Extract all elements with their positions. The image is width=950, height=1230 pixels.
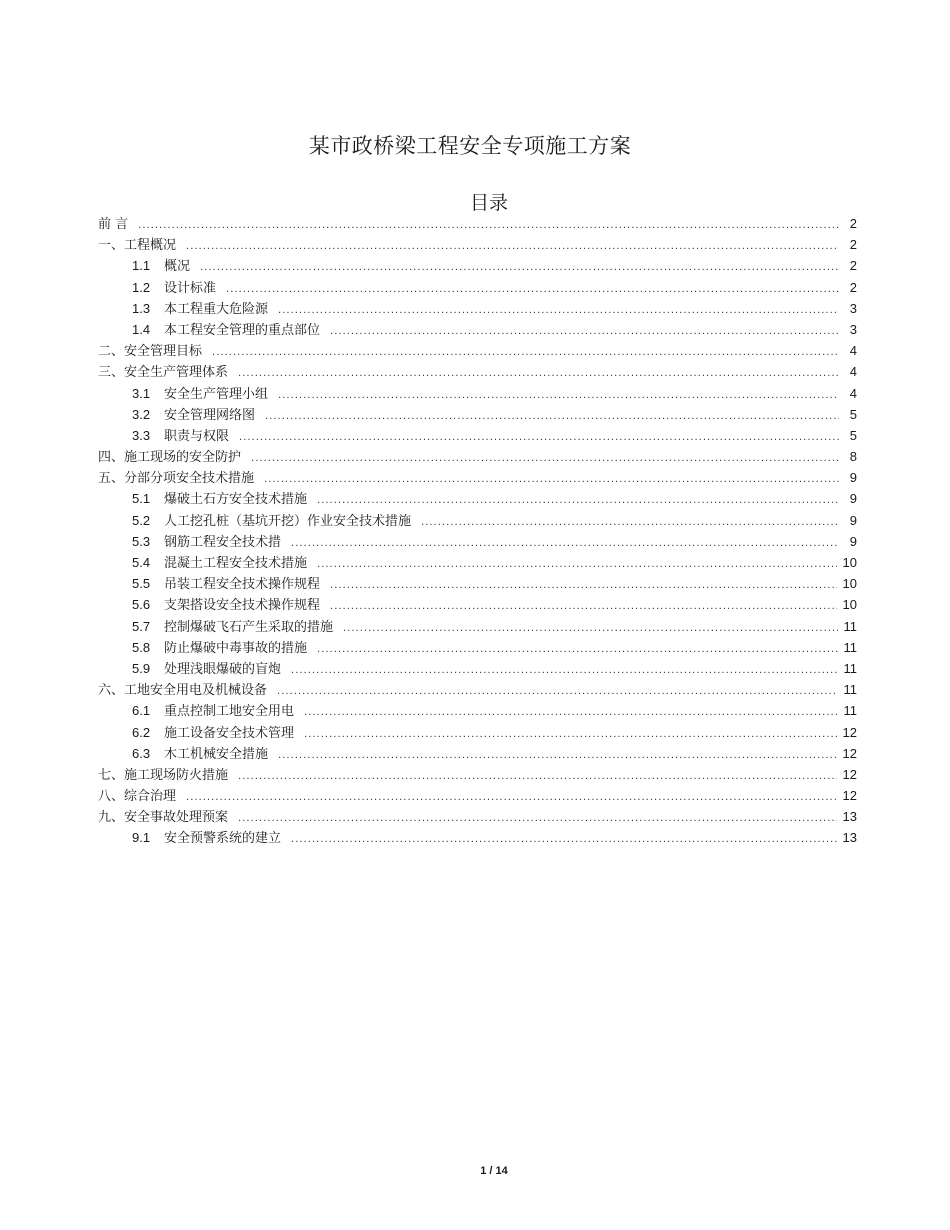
toc-entry[interactable] xyxy=(98,552,857,573)
toc-entry-label: 六、工地安全用电及机械设备 xyxy=(98,683,268,699)
toc-entry[interactable] xyxy=(98,785,857,806)
toc-entry-label: 支架搭设安全技术操作规程 xyxy=(164,598,321,614)
toc-entry-page-number: 3 xyxy=(849,321,857,337)
toc-entry-page-number: 11 xyxy=(843,660,857,676)
toc-entry-page-number: 10 xyxy=(842,597,857,613)
toc-entry-label: 本工程安全管理的重点部位 xyxy=(164,322,321,338)
toc-entry[interactable] xyxy=(98,679,857,700)
toc-entry[interactable] xyxy=(98,213,857,234)
toc-entry-number: 6.2 xyxy=(132,724,151,740)
toc-entry-page-number: 12 xyxy=(842,745,857,761)
toc-dot-leader xyxy=(265,411,839,422)
toc-entry-page-number: 8 xyxy=(849,449,857,465)
toc-entry[interactable] xyxy=(98,806,857,827)
toc-entry-page-number: 13 xyxy=(842,809,857,825)
toc-entry-label: 职责与权限 xyxy=(164,428,230,444)
toc-dot-leader xyxy=(317,559,837,570)
toc-entry-label: 一、工程概况 xyxy=(98,238,177,254)
toc-entry[interactable] xyxy=(98,510,857,531)
toc-entry-page-number: 9 xyxy=(849,491,857,507)
toc-entry-page-number: 11 xyxy=(843,618,857,634)
toc-entry[interactable] xyxy=(98,594,857,615)
toc-dot-leader xyxy=(186,241,839,252)
toc-dot-leader xyxy=(212,347,839,358)
toc-entry[interactable] xyxy=(98,658,857,679)
toc-entry-page-number: 9 xyxy=(849,533,857,549)
toc-entry[interactable] xyxy=(98,425,857,446)
toc-entry-page-number: 2 xyxy=(849,279,857,295)
toc-entry[interactable] xyxy=(98,637,857,658)
toc-entry[interactable] xyxy=(98,234,857,255)
toc-dot-leader xyxy=(239,432,839,443)
toc-entry-page-number: 2 xyxy=(849,216,857,231)
toc-entry-label: 处理浅眼爆破的盲炮 xyxy=(164,661,282,677)
toc-entry-label: 木工机械安全措施 xyxy=(164,746,269,762)
toc-entry-page-number: 4 xyxy=(849,385,857,401)
toc-entry[interactable] xyxy=(98,255,857,276)
toc-dot-leader xyxy=(330,580,837,591)
toc-entry[interactable] xyxy=(98,361,857,382)
toc-entry-page-number: 11 xyxy=(843,682,857,698)
toc-entry-label: 安全预警系统的建立 xyxy=(164,831,282,847)
toc-entry-page-number: 10 xyxy=(842,555,857,570)
toc-dot-leader xyxy=(226,284,839,295)
toc-entry-page-number: 9 xyxy=(849,512,857,528)
toc-dot-leader xyxy=(343,623,837,634)
toc-entry-label: 概况 xyxy=(164,259,191,275)
toc-entry-label: 防止爆破中毒事故的措施 xyxy=(164,640,308,656)
toc-entry-number: 5.6 xyxy=(132,597,151,613)
toc-entry[interactable] xyxy=(98,467,857,488)
toc-entry[interactable] xyxy=(98,404,857,425)
toc-entry-label: 控制爆破飞石产生采取的措施 xyxy=(164,619,334,635)
toc-entry[interactable] xyxy=(98,531,857,552)
toc-entry-label: 设计标准 xyxy=(164,280,217,296)
toc-dot-leader xyxy=(277,686,837,697)
toc-entry[interactable] xyxy=(98,764,857,785)
table-of-contents xyxy=(98,213,857,849)
toc-dot-leader xyxy=(330,601,837,612)
toc-entry-label: 吊装工程安全技术操作规程 xyxy=(164,577,321,593)
toc-dot-leader xyxy=(291,665,837,676)
toc-entry-page-number: 12 xyxy=(842,724,857,740)
toc-dot-leader xyxy=(317,495,839,506)
toc-dot-leader xyxy=(200,262,839,273)
toc-entry-page-number: 2 xyxy=(849,237,857,253)
toc-entry-page-number: 4 xyxy=(849,364,857,380)
toc-entry-number: 5.4 xyxy=(132,555,151,570)
toc-entry-number: 5.8 xyxy=(132,639,151,655)
toc-entry[interactable] xyxy=(98,298,857,319)
toc-entry-label: 三、安全生产管理体系 xyxy=(98,365,229,381)
toc-entry-number: 1.3 xyxy=(132,300,151,316)
toc-entry[interactable] xyxy=(98,340,857,361)
toc-entry-label: 八、综合治理 xyxy=(98,789,177,805)
toc-entry-label: 施工设备安全技术管理 xyxy=(164,725,295,741)
toc-dot-leader xyxy=(291,834,837,845)
toc-entry[interactable] xyxy=(98,743,857,764)
toc-dot-leader xyxy=(278,390,839,401)
toc-entry[interactable] xyxy=(98,446,857,467)
toc-entry-number: 3.1 xyxy=(132,385,151,401)
toc-dot-leader xyxy=(278,305,839,316)
toc-entry-label: 前 言 xyxy=(98,217,129,232)
toc-dot-leader xyxy=(304,707,837,718)
toc-entry-page-number: 12 xyxy=(842,766,857,782)
toc-entry-label: 安全管理网络图 xyxy=(164,407,256,423)
toc-entry-number: 6.1 xyxy=(132,703,151,719)
toc-entry-page-number: 5 xyxy=(849,406,857,422)
toc-entry-number: 5.9 xyxy=(132,660,151,676)
toc-entry[interactable] xyxy=(98,700,857,721)
toc-entry-page-number: 3 xyxy=(849,300,857,316)
toc-dot-leader xyxy=(238,368,839,379)
toc-entry-number: 5.1 xyxy=(132,491,151,507)
toc-entry-page-number: 5 xyxy=(849,427,857,443)
toc-entry-number: 5.5 xyxy=(132,576,151,592)
page-title: 某市政桥梁工程安全专项施工方案 xyxy=(308,134,632,158)
toc-entry-page-number: 11 xyxy=(843,703,857,719)
toc-entry[interactable] xyxy=(98,722,857,743)
toc-entry-label: 混凝土工程安全技术措施 xyxy=(164,556,308,571)
toc-entry[interactable] xyxy=(98,319,857,340)
toc-entry-number: 1.1 xyxy=(132,258,151,274)
toc-entry-page-number: 13 xyxy=(842,830,857,846)
toc-entry-number: 5.2 xyxy=(132,512,151,528)
toc-dot-leader xyxy=(421,517,839,528)
toc-entry-page-number: 11 xyxy=(843,639,857,655)
toc-entry-label: 五、分部分项安全技术措施 xyxy=(98,471,255,487)
toc-entry-label: 重点控制工地安全用电 xyxy=(164,704,295,720)
toc-dot-leader xyxy=(238,771,837,782)
toc-dot-leader xyxy=(251,453,839,464)
toc-entry-label: 四、施工现场的安全防护 xyxy=(98,450,242,466)
toc-entry[interactable] xyxy=(98,383,857,404)
toc-heading: 目录 xyxy=(469,192,508,214)
toc-entry-label: 爆破土石方安全技术措施 xyxy=(164,492,308,508)
toc-entry-label: 安全生产管理小组 xyxy=(164,386,269,402)
toc-entry-label: 二、安全管理目标 xyxy=(98,344,203,360)
toc-entry-page-number: 2 xyxy=(849,258,857,274)
toc-entry-label: 七、施工现场防火措施 xyxy=(98,767,229,783)
toc-dot-leader xyxy=(186,792,837,803)
toc-entry-number: 3.3 xyxy=(132,427,151,443)
toc-entry-number: 5.7 xyxy=(132,618,151,634)
toc-entry-label: 人工挖孔桩（基坑开挖）作业安全技术措施 xyxy=(164,513,412,529)
toc-dot-leader xyxy=(304,729,837,740)
toc-dot-leader xyxy=(317,644,837,655)
toc-entry-number: 5.3 xyxy=(132,533,151,549)
toc-entry-number: 9.1 xyxy=(132,830,151,846)
toc-entry-label: 本工程重大危险源 xyxy=(164,301,269,317)
toc-entry-label: 钢筋工程安全技术措 xyxy=(164,534,282,550)
toc-dot-leader xyxy=(264,474,839,485)
toc-dot-leader xyxy=(330,326,839,337)
toc-entry-number: 1.4 xyxy=(132,321,151,337)
toc-entry[interactable] xyxy=(98,488,857,509)
toc-entry-number: 3.2 xyxy=(132,406,151,422)
toc-entry-page-number: 9 xyxy=(849,470,857,486)
toc-entry-number: 6.3 xyxy=(132,745,151,761)
toc-entry-label: 九、安全事故处理预案 xyxy=(98,810,229,826)
toc-entry[interactable] xyxy=(98,616,857,637)
toc-entry-page-number: 4 xyxy=(849,343,857,359)
toc-entry[interactable] xyxy=(98,827,857,848)
toc-entry[interactable] xyxy=(98,573,857,594)
toc-entry-page-number: 10 xyxy=(842,576,857,592)
toc-dot-leader xyxy=(238,813,837,824)
toc-entry-page-number: 12 xyxy=(842,788,857,804)
toc-dot-leader xyxy=(291,538,839,549)
page-indicator: 1 / 14 xyxy=(480,1165,508,1177)
toc-dot-leader xyxy=(278,750,837,761)
toc-entry[interactable] xyxy=(98,277,857,298)
toc-dot-leader xyxy=(138,220,839,231)
toc-entry-number: 1.2 xyxy=(132,279,151,295)
